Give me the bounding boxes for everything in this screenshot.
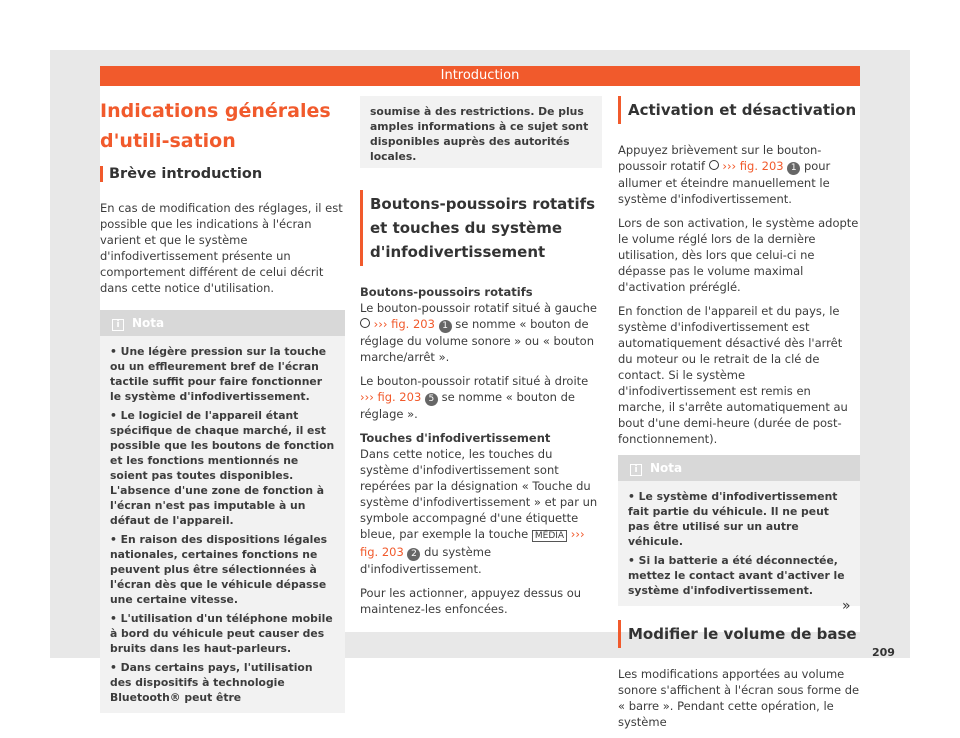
knob-icon [360, 318, 370, 328]
subheading: Boutons-poussoirs rotatifs [360, 285, 533, 299]
text: Appuyez brièvement sur le bouton-poussoir rotatif [618, 143, 822, 173]
text: se nomme « bouton de réglage du volume sonore » ou « bouton marche/arrêt ». [360, 317, 595, 364]
figure-ref[interactable]: ››› fig. 203 [360, 390, 422, 404]
media-key: MÉDIA [532, 530, 567, 542]
subsection-title: Brève introduction [100, 166, 345, 182]
paragraph [618, 142, 860, 207]
paragraph: Lors de son activation, le système adopte le volume réglé lors de la dernière utilisation, dès lors que celui-ci ne dépasse pas le volume maximal d'activation préréglé. [618, 216, 859, 294]
note-item: • L'utilisation d'un téléphone mobile à bord du véhicule peut causer des bruits dans les haut-parleurs. [110, 611, 335, 656]
note-label: Nota [650, 461, 683, 475]
note-box [100, 310, 345, 713]
note-box [618, 455, 860, 606]
intro-paragraph: En cas de modification des réglages, il est possible que les indications à l'écran varient et que le système d'infodivertissement présente un comportement différent de celui décrit dans cette notice d'utilisation. [100, 201, 343, 295]
text: Le bouton-poussoir rotatif situé à gauche [360, 301, 597, 315]
figure-ref[interactable]: ››› fig. 203 [722, 159, 784, 173]
column-2 [360, 96, 602, 625]
figure-ref[interactable]: ››› fig. 203 [373, 317, 435, 331]
text: du système d'infodivertissement. [360, 545, 492, 576]
note-item: • Dans certains pays, l'utilisation des dispositifs à technologie Bluetooth® peut être [110, 660, 335, 705]
figure-ref[interactable]: ››› fig. 203 [360, 527, 585, 559]
note-continued: soumise à des restrictions. De plus amples informations à ce sujet sont disponibles auprès des autorités locales. [370, 105, 589, 163]
paragraph [360, 300, 602, 365]
column-1 [100, 96, 345, 713]
callout-number: 2 [407, 548, 420, 561]
chapter-header: Introduction [100, 66, 860, 86]
note-item: • En raison des dispositions légales nationales, certaines fonctions ne peuvent plus être sélectionnées à l'écran dès que le véhicule dépasse une certaine vitesse. [110, 532, 335, 607]
callout-number: 5 [425, 393, 438, 406]
note-item: • Le logiciel de l'appareil étant spécifique de chaque marché, il est possible que les boutons de fonction et les fonctions mentionnés ne soient pas toutes disponibles. L'absence d'une zone de fonction à l'écran n'est pas imputable à un défaut de l'appareil. [110, 408, 335, 528]
info-icon: i [630, 464, 642, 476]
note-item: • Si la batterie a été déconnectée, mettez le contact avant d'activer le système d'infodivertissement. [628, 553, 850, 598]
paragraph [360, 373, 602, 422]
subheading: Touches d'infodivertissement [360, 431, 551, 445]
section-title: Activation et désactivation [618, 96, 860, 124]
paragraph: En fonction de l'appareil et du pays, le système d'infodivertissement est automatiquement désactivé dès l'arrêt du moteur ou le retrait de la clé de contact. Si le système d'infodivertissement est remis en marche, il s'arrête automatiquement au bout d'une demi-heure (durée de post-fonctionnement). [618, 304, 848, 446]
paragraph: Les modifications apportées au volume sonore s'affichent à l'écran sous forme de « barre ». Pendant cette opération, le système [618, 667, 860, 729]
note-item: • Le système d'infodivertissement fait partie du véhicule. Il ne peut pas être utilisé sur un autre véhicule. [628, 489, 850, 549]
section-title: Modifier le volume de base [618, 620, 860, 648]
section-title: Indications générales d'utili-sation [100, 100, 331, 152]
page-number: 209 [872, 646, 895, 659]
note-item: • Une légère pression sur la touche ou un effleurement bref de l'écran tactile suffit pour faire fonctionner le système d'infodivertissement. [110, 344, 335, 404]
text: se nomme « bouton de réglage ». [360, 390, 575, 421]
paragraph: Pour les actionner, appuyez dessus ou maintenez-les enfoncées. [360, 586, 582, 616]
note-label: Nota [132, 316, 165, 330]
column-3 [618, 96, 860, 738]
note-header [100, 310, 345, 336]
knob-icon [709, 160, 719, 170]
callout-number: 1 [439, 320, 452, 333]
text: pour allumer et éteindre manuellement le système d'infodivertissement. [618, 159, 831, 206]
section-title: Boutons-poussoirs rotatifs et touches du système d'infodivertissement [360, 190, 602, 266]
continue-mark: » [842, 598, 851, 614]
text: Dans cette notice, les touches du système d'infodivertissement sont repérées par la désignation « Touche du système d'infodivertissement » et par un symbole accompagné d'une étiquette bleue, par exemple la touche [360, 447, 598, 541]
note-header [618, 455, 860, 481]
callout-number: 1 [787, 162, 800, 175]
info-icon: i [112, 319, 124, 331]
text: Le bouton-poussoir rotatif situé à droite [360, 374, 589, 388]
note-box-continued [360, 96, 602, 168]
paragraph [360, 446, 602, 577]
